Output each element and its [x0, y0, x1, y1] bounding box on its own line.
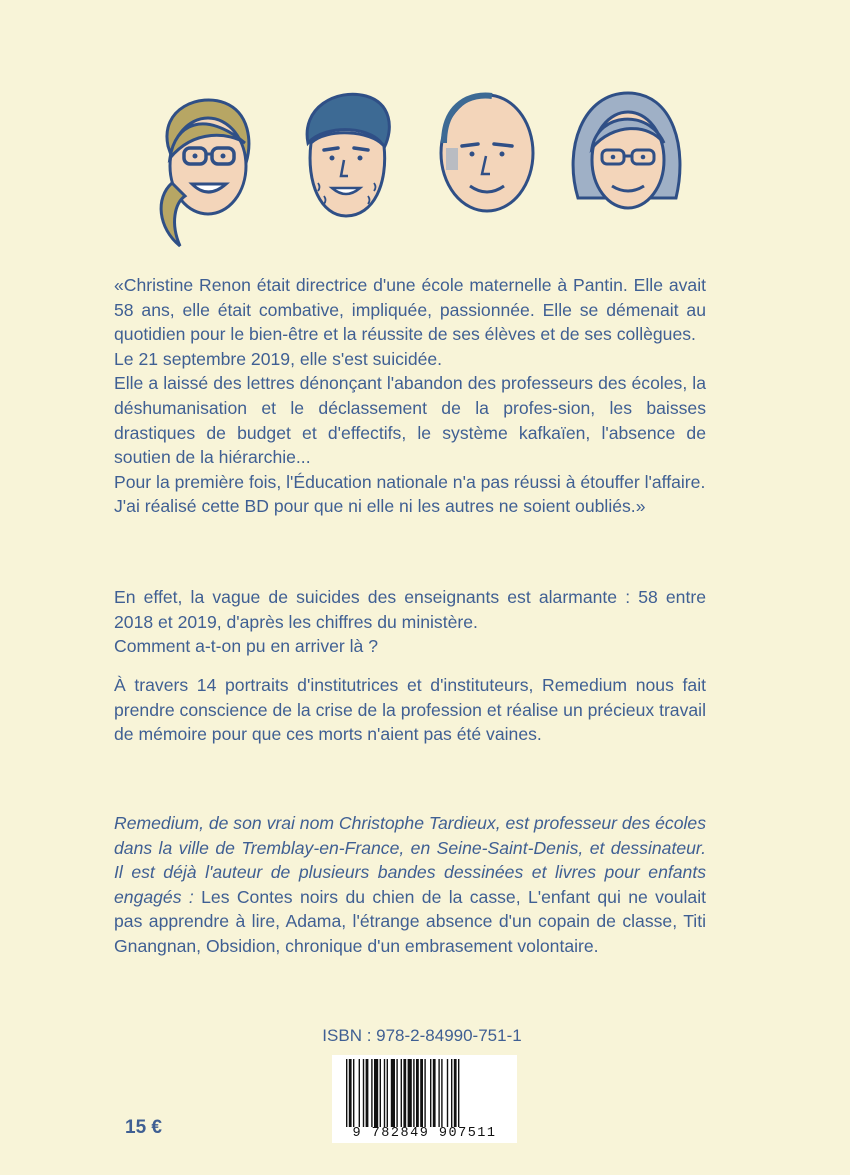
bald-man-portrait [432, 88, 542, 223]
barcode-bar [430, 1059, 431, 1127]
barcode-bar [403, 1059, 406, 1127]
author-bio [114, 811, 706, 959]
barcode-bar [353, 1059, 354, 1127]
barcode-bar [396, 1059, 397, 1127]
barcode-bars [332, 1059, 517, 1129]
barcode-bar [349, 1059, 352, 1127]
quote-block [114, 273, 706, 519]
portraits-paragraph: À travers 14 portraits d'institutrices et d'instituteurs, Remedium nous fait prendre conscience de la crise de la profession et réalise un précieux travail de mémoire pour que ces morts n'aient pas été vaines. [114, 675, 706, 745]
barcode-bar [374, 1059, 378, 1127]
quote-paragraph: Le 21 septembre 2019, elle s'est suicidée. [114, 348, 443, 369]
barcode-bar [424, 1059, 425, 1127]
price: 15 € [125, 1117, 162, 1138]
woman-with-glasses-portrait [150, 88, 260, 253]
barcode-bar [371, 1059, 372, 1127]
barcode-bar [346, 1059, 347, 1127]
bearded-man-portrait [296, 88, 396, 223]
barcode-bar [401, 1059, 402, 1127]
barcode-bar [363, 1059, 364, 1127]
barcode-bar [447, 1059, 448, 1127]
barcode-bar [451, 1059, 452, 1127]
portraits-paragraph-block [114, 673, 706, 747]
bio-works: Les Contes noirs du chien de la casse, L'enfant qui ne voulait pas apprendre à lire, Adama, l'étrange absence d'un copain de classe, Titi Gnangnan, Obsidion, chronique d'un embrasement volontaire. [114, 886, 706, 956]
barcode-bar [380, 1059, 381, 1127]
barcode-bar [408, 1059, 412, 1127]
quote-paragraph: Elle a laissé des lettres dénonçant l'abandon des professeurs des écoles, la déshumanisation et le déclassement de la profes-sion, les baisses drastiques de budget et d'effectifs, le système kafkaïen, l'absence de soutien de la hiérarchie... [114, 373, 706, 468]
grey-haired-woman-portrait [568, 88, 688, 223]
barcode-bar [438, 1059, 439, 1127]
barcode [332, 1055, 517, 1143]
stats-paragraph: En effet, la vague de suicides des enseignants est alarmante : 58 entre 2018 et 2019, d'après les chiffres du ministère. [114, 587, 706, 632]
quote-paragraph: J'ai réalisé cette BD pour que ni elle ni les autres ne soient oubliés.» [114, 496, 646, 517]
portraits-row [0, 0, 850, 260]
barcode-bar [384, 1059, 385, 1127]
barcode-bar [433, 1059, 436, 1127]
barcode-bar [454, 1059, 457, 1127]
barcode-bar [391, 1059, 395, 1127]
quote-paragraph: «Christine Renon était directrice d'une école maternelle à Pantin. Elle avait 58 ans, elle était combative, impliquée, passionnée. Elle se démenait au quotidien pour le bien-être et la réussite de ses élèves et de ses collègues. [114, 275, 706, 345]
bio-italic: Remedium, de son vrai nom Christophe Tardieux, est professeur des écoles dans la ville de Tremblay-en-France, en Seine-Saint-Denis, et dessinateur. Il est déjà l'auteur de plusieurs bandes dessinées et livres pour enfants engagés : [114, 813, 706, 907]
barcode-bar [366, 1059, 369, 1127]
barcode-number: 9 782849 907511 [352, 1126, 497, 1141]
barcode-bar [387, 1059, 388, 1127]
quote-paragraph: Pour la première fois, l'Éducation nationale n'a pas réussi à étouffer l'affaire. [114, 471, 706, 492]
barcode-bar [441, 1059, 442, 1127]
barcode-bar [458, 1059, 459, 1127]
barcode-bar [413, 1059, 414, 1127]
isbn-text: ISBN : 978-2-84990-751-1 [322, 1026, 522, 1045]
barcode-bar [359, 1059, 360, 1127]
stats-question: Comment a-t-on pu en arriver là ? [114, 636, 379, 657]
barcode-bar [416, 1059, 419, 1127]
barcode-bar [420, 1059, 423, 1127]
stats-block [114, 585, 706, 659]
